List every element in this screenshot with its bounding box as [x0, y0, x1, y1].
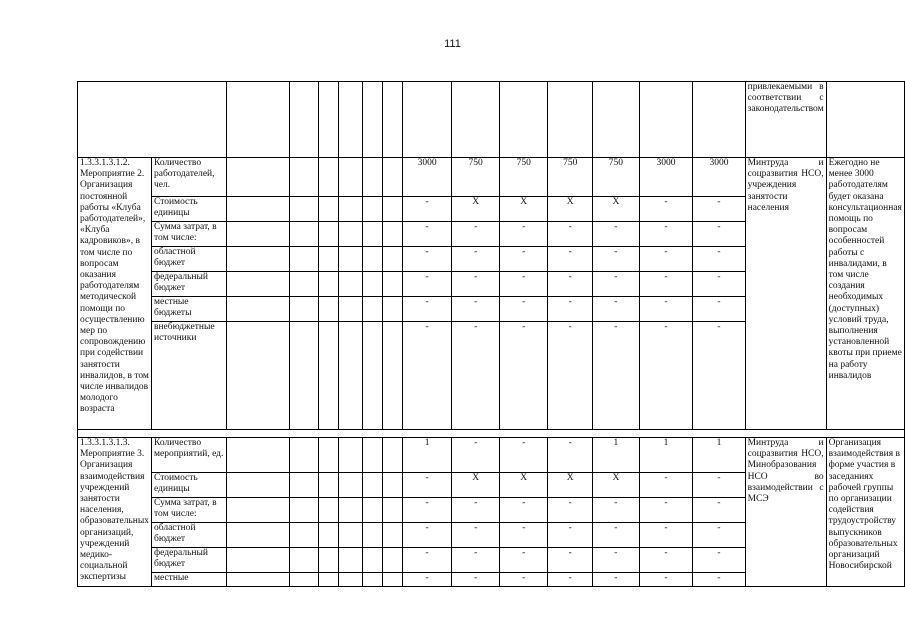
- value-cell: X: [593, 197, 639, 222]
- empty-cell: [383, 297, 403, 322]
- value-cell: -: [500, 272, 548, 297]
- value-cell: -: [693, 573, 745, 587]
- value-cell: -: [548, 548, 593, 573]
- value-cell: -: [500, 498, 548, 523]
- value-cell: -: [500, 548, 548, 573]
- value-cell: -: [403, 573, 452, 587]
- value-cell: 750: [500, 158, 548, 197]
- empty-cell: [227, 247, 289, 272]
- empty-cell: [227, 548, 289, 573]
- empty-cell: [363, 438, 383, 473]
- value-cell: -: [639, 197, 693, 222]
- empty-cell: [383, 82, 403, 158]
- value-cell: -: [639, 222, 693, 247]
- empty-cell: [363, 158, 383, 197]
- empty-cell: [227, 82, 289, 158]
- empty-cell: [383, 548, 403, 573]
- empty-cell: [318, 322, 338, 430]
- indicator-label: Сумма затрат, в том числе:: [151, 222, 226, 247]
- empty-cell: [338, 272, 363, 297]
- empty-cell: [318, 297, 338, 322]
- empty-cell: [318, 438, 338, 473]
- value-cell: -: [403, 222, 452, 247]
- value-cell: -: [548, 272, 593, 297]
- empty-cell: [289, 247, 318, 272]
- value-cell: -: [593, 272, 639, 297]
- empty-cell: [363, 297, 383, 322]
- value-cell: -: [593, 222, 639, 247]
- indicator-label: Количество работодателей, чел.: [151, 158, 226, 197]
- value-cell: -: [403, 297, 452, 322]
- result-cell: Организация взаимодействия в форме участия в заседаниях рабочей группы по организации содействия трудоустройству выпускников образовательных организаций Новосибирской: [826, 438, 904, 587]
- value-cell: -: [548, 222, 593, 247]
- empty-cell: [383, 247, 403, 272]
- empty-cell: [363, 523, 383, 548]
- value-cell: -: [548, 322, 593, 430]
- value-cell: -: [639, 473, 693, 498]
- empty-cell: [289, 498, 318, 523]
- empty-cell: [383, 197, 403, 222]
- empty-cell: [383, 322, 403, 430]
- value-cell: -: [593, 498, 639, 523]
- value-cell: -: [500, 438, 548, 473]
- empty-cell: [289, 272, 318, 297]
- value-cell: -: [593, 523, 639, 548]
- empty-cell: [289, 548, 318, 573]
- empty-cell: [227, 197, 289, 222]
- value-cell: -: [403, 498, 452, 523]
- value-cell: -: [693, 297, 745, 322]
- indicator-label: Стоимость единицы: [151, 197, 226, 222]
- empty-cell: [383, 498, 403, 523]
- empty-cell: [318, 197, 338, 222]
- value-cell: -: [593, 548, 639, 573]
- value-cell: -: [639, 498, 693, 523]
- empty-cell: [338, 548, 363, 573]
- result-cell: Ежегодно не менее 3000 работодателям будет оказана консультационная помощь по вопросам особенностей работы с инвалидами, в том числе создания необходимых (доступных) условий труда, выполнения установленной квоты при приеме на работу инвалидов: [826, 158, 904, 430]
- value-cell: -: [403, 272, 452, 297]
- value-cell: 1: [403, 438, 452, 473]
- empty-cell: [363, 272, 383, 297]
- value-cell: X: [548, 197, 593, 222]
- value-cell: -: [452, 322, 500, 430]
- empty-cell: [363, 322, 383, 430]
- value-cell: -: [548, 247, 593, 272]
- empty-cell: [318, 272, 338, 297]
- indicator-label: внебюджетные источники: [151, 322, 226, 430]
- value-cell: -: [693, 473, 745, 498]
- value-cell: -: [693, 197, 745, 222]
- value-cell: -: [639, 573, 693, 587]
- value-cell: 1: [639, 438, 693, 473]
- empty-cell: [548, 82, 593, 158]
- empty-cell: [227, 523, 289, 548]
- value-cell: X: [452, 473, 500, 498]
- value-cell: -: [639, 247, 693, 272]
- empty-cell: [227, 158, 289, 197]
- empty-cell: [383, 523, 403, 548]
- value-cell: -: [403, 523, 452, 548]
- empty-cell: [318, 573, 338, 587]
- value-cell: 750: [593, 158, 639, 197]
- empty-cell: [289, 573, 318, 587]
- empty-cell: [500, 82, 548, 158]
- table-body: [78, 82, 905, 587]
- value-cell: X: [500, 473, 548, 498]
- empty-cell: [403, 82, 452, 158]
- empty-cell: [227, 498, 289, 523]
- empty-cell: [363, 222, 383, 247]
- empty-cell: [318, 158, 338, 197]
- empty-cell: [338, 297, 363, 322]
- value-cell: 3000: [403, 158, 452, 197]
- value-cell: -: [403, 322, 452, 430]
- value-cell: -: [500, 322, 548, 430]
- empty-cell: [227, 297, 289, 322]
- empty-cell: [318, 82, 338, 158]
- indicator-label: областной бюджет: [151, 523, 226, 548]
- empty-cell: [78, 82, 227, 158]
- value-cell: -: [452, 272, 500, 297]
- value-cell: 1: [593, 438, 639, 473]
- empty-cell: [338, 473, 363, 498]
- empty-cell: [383, 222, 403, 247]
- value-cell: -: [452, 247, 500, 272]
- indicator-label: местные бюджеты: [151, 297, 226, 322]
- indicator-label: областной бюджет: [151, 247, 226, 272]
- indicator-row: [78, 158, 905, 197]
- empty-cell: [363, 473, 383, 498]
- value-cell: -: [593, 322, 639, 430]
- value-cell: -: [548, 573, 593, 587]
- empty-cell: [383, 158, 403, 197]
- empty-cell: [289, 322, 318, 430]
- empty-cell: [363, 498, 383, 523]
- empty-cell: [363, 573, 383, 587]
- measure-name-cell: 1.3.3.1.3.1.2. Мероприятие 2. Организация постоянной работы «Клуба работодателей», «Клуба кадровиков», в том числе по вопросам оказания работодателям методической помощи по осуществлению мер по сопровождению при содействии занятости инвалидов, в том числе инвалидов молодого возраста: [78, 158, 152, 430]
- empty-cell: [338, 247, 363, 272]
- empty-cell: [383, 473, 403, 498]
- page-number: 111: [444, 38, 461, 50]
- empty-cell: [289, 297, 318, 322]
- value-cell: 750: [548, 158, 593, 197]
- measure-name-cell: 1.3.3.1.3.1.3. Мероприятие 3. Организация взаимодействия учреждений занятости населения, образовательных организаций, учреждений медико-социальной экспертизы: [78, 438, 152, 587]
- indicator-label: федеральный бюджет: [151, 548, 226, 573]
- empty-cell: [338, 498, 363, 523]
- spacer-row: [78, 430, 905, 438]
- value-cell: -: [500, 297, 548, 322]
- empty-cell: [318, 247, 338, 272]
- executor-cell: Минтруда и соцразвития НСО, Минобразования НСО во взаимодействии с МСЭ: [745, 438, 826, 587]
- value-cell: -: [693, 498, 745, 523]
- value-cell: -: [452, 222, 500, 247]
- empty-cell: [289, 82, 318, 158]
- empty-cell: [383, 272, 403, 297]
- empty-cell: [289, 473, 318, 498]
- empty-cell: [383, 573, 403, 587]
- empty-cell: [338, 158, 363, 197]
- indicator-label: Количество мероприятий, ед.: [151, 438, 226, 473]
- empty-cell: [289, 222, 318, 247]
- value-cell: 1: [693, 438, 745, 473]
- empty-cell: [227, 322, 289, 430]
- executor-cell-continued: привлекаемыми в соответствии с законодательством: [745, 82, 826, 158]
- value-cell: -: [639, 322, 693, 430]
- empty-cell: [289, 523, 318, 548]
- value-cell: 750: [452, 158, 500, 197]
- value-cell: -: [548, 498, 593, 523]
- empty-cell: [227, 473, 289, 498]
- empty-cell: [363, 82, 383, 158]
- empty-cell: [338, 82, 363, 158]
- indicator-label: федеральный бюджет: [151, 272, 226, 297]
- value-cell: -: [452, 438, 500, 473]
- value-cell: -: [403, 247, 452, 272]
- empty-cell: [227, 222, 289, 247]
- empty-cell: [826, 82, 904, 158]
- value-cell: -: [452, 523, 500, 548]
- value-cell: -: [548, 438, 593, 473]
- empty-cell: [452, 82, 500, 158]
- empty-cell: [318, 498, 338, 523]
- empty-cell: [318, 222, 338, 247]
- empty-cell: [639, 82, 693, 158]
- empty-cell: [363, 247, 383, 272]
- value-cell: -: [693, 523, 745, 548]
- value-cell: -: [403, 473, 452, 498]
- empty-cell: [289, 197, 318, 222]
- value-cell: -: [548, 523, 593, 548]
- value-cell: X: [593, 473, 639, 498]
- empty-cell: [318, 523, 338, 548]
- value-cell: -: [693, 222, 745, 247]
- empty-cell: [593, 82, 639, 158]
- value-cell: -: [452, 498, 500, 523]
- value-cell: -: [639, 272, 693, 297]
- value-cell: 3000: [693, 158, 745, 197]
- empty-cell: [338, 322, 363, 430]
- value-cell: -: [593, 573, 639, 587]
- indicator-label: Сумма затрат, в том числе:: [151, 498, 226, 523]
- empty-cell: [363, 548, 383, 573]
- value-cell: -: [693, 272, 745, 297]
- value-cell: 3000: [639, 158, 693, 197]
- indicator-label: Стоимость единицы: [151, 473, 226, 498]
- empty-cell: [227, 573, 289, 587]
- empty-cell: [338, 573, 363, 587]
- empty-cell: [318, 473, 338, 498]
- executor-cell: Минтруда и соцразвития НСО, учреждения занятости населения: [745, 158, 826, 430]
- empty-cell: [338, 438, 363, 473]
- value-cell: -: [500, 573, 548, 587]
- value-cell: -: [693, 548, 745, 573]
- value-cell: -: [639, 548, 693, 573]
- empty-cell: [693, 82, 745, 158]
- value-cell: -: [452, 573, 500, 587]
- spacer-cell: [78, 430, 905, 438]
- value-cell: -: [452, 297, 500, 322]
- value-cell: -: [500, 247, 548, 272]
- empty-cell: [338, 197, 363, 222]
- indicator-row: [78, 438, 905, 473]
- value-cell: X: [500, 197, 548, 222]
- value-cell: -: [639, 297, 693, 322]
- empty-cell: [383, 438, 403, 473]
- value-cell: -: [403, 197, 452, 222]
- value-cell: -: [403, 548, 452, 573]
- value-cell: -: [548, 297, 593, 322]
- value-cell: X: [452, 197, 500, 222]
- empty-cell: [227, 438, 289, 473]
- empty-cell: [338, 222, 363, 247]
- value-cell: -: [500, 523, 548, 548]
- program-table: [77, 81, 905, 587]
- empty-cell: [289, 438, 318, 473]
- value-cell: -: [593, 247, 639, 272]
- indicator-label: местные: [151, 573, 226, 587]
- value-cell: -: [452, 548, 500, 573]
- value-cell: -: [593, 297, 639, 322]
- empty-cell: [227, 272, 289, 297]
- empty-cell: [318, 548, 338, 573]
- empty-cell: [363, 197, 383, 222]
- value-cell: -: [500, 222, 548, 247]
- value-cell: -: [639, 523, 693, 548]
- empty-cell: [338, 523, 363, 548]
- value-cell: X: [548, 473, 593, 498]
- top-continuation-row: [78, 82, 905, 158]
- empty-cell: [289, 158, 318, 197]
- value-cell: -: [693, 247, 745, 272]
- value-cell: -: [693, 322, 745, 430]
